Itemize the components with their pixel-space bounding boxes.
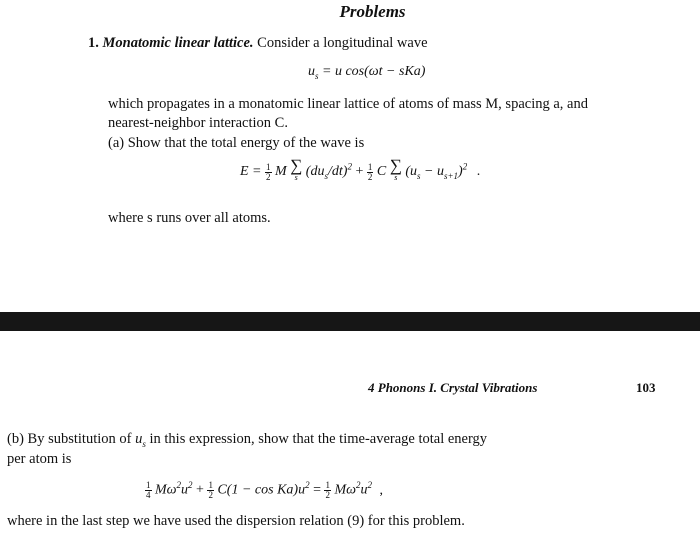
part-b-line-2: per atom is [7, 451, 72, 467]
time-average-equation: $\frac{1}{4}$ $M\omega^2u^2$ + $\frac{1}{2}$ $C(1 - \cos Ka)u^2$ = $\frac{1}{2}$ $M\omega^2u^2$ , [146, 479, 384, 500]
problem-intro: Consider a longitudinal wave [257, 35, 428, 51]
running-head: 4 Phonons I. Crystal Vibrations [368, 380, 538, 395]
plus-sign: + [355, 164, 364, 180]
wave-lhs-subscript: s [315, 70, 319, 81]
wave-lhs: u [308, 64, 315, 79]
sum-symbol-2: ∑ s [389, 156, 402, 182]
problem-statement-line [88, 34, 428, 53]
closing-statement: where in the last step we have used the dispersion relation (9) for this problem. [7, 513, 465, 529]
sum-symbol: ∑ s [290, 156, 303, 182]
wave-equation [308, 64, 425, 81]
kinetic-term: (du [305, 164, 325, 180]
problem-title: Monatomic linear lattice. [102, 35, 254, 51]
energy-lhs: E = [240, 164, 262, 180]
section-heading: Problems [339, 2, 406, 21]
half-fraction-4: $\frac{1}{2}$ [325, 479, 330, 500]
where-statement: where s runs over all atoms. [108, 210, 271, 226]
part-b-line-1: (b) By substitution of $u_s$ in this expression, show that the time-average total energy [7, 431, 488, 449]
description-line-2: nearest-neighbor interaction C. [108, 115, 288, 131]
quarter-fraction: $\frac{1}{4}$ [146, 479, 151, 500]
mass-symbol: M [275, 164, 287, 180]
coupling-symbol: C [376, 164, 387, 180]
wave-rhs: = u cos(ωt − sKa) [322, 64, 426, 79]
description-line-1: which propagates in a monatomic linear lattice of atoms of mass M, spacing a, and [108, 96, 588, 112]
half-fraction-3: $\frac{1}{2}$ [208, 479, 213, 500]
half-fraction-2: $\frac{1}{2}$ [367, 161, 373, 182]
part-a-statement: (a) Show that the total energy of the wave is [108, 135, 365, 151]
page-divider-bar [0, 312, 700, 331]
page-number: 103 [636, 380, 656, 395]
potential-term: (u [405, 164, 417, 180]
half-fraction: $\frac{1}{2}$ [266, 161, 271, 182]
problem-number: 1. [88, 35, 99, 51]
energy-equation: E = $\frac{1}{2}$ M ∑ s $(du_s/dt)^2$ + $\frac{1}{2}$ C ∑ s $(u_s - u_{s+1})^2$ . [240, 156, 481, 182]
